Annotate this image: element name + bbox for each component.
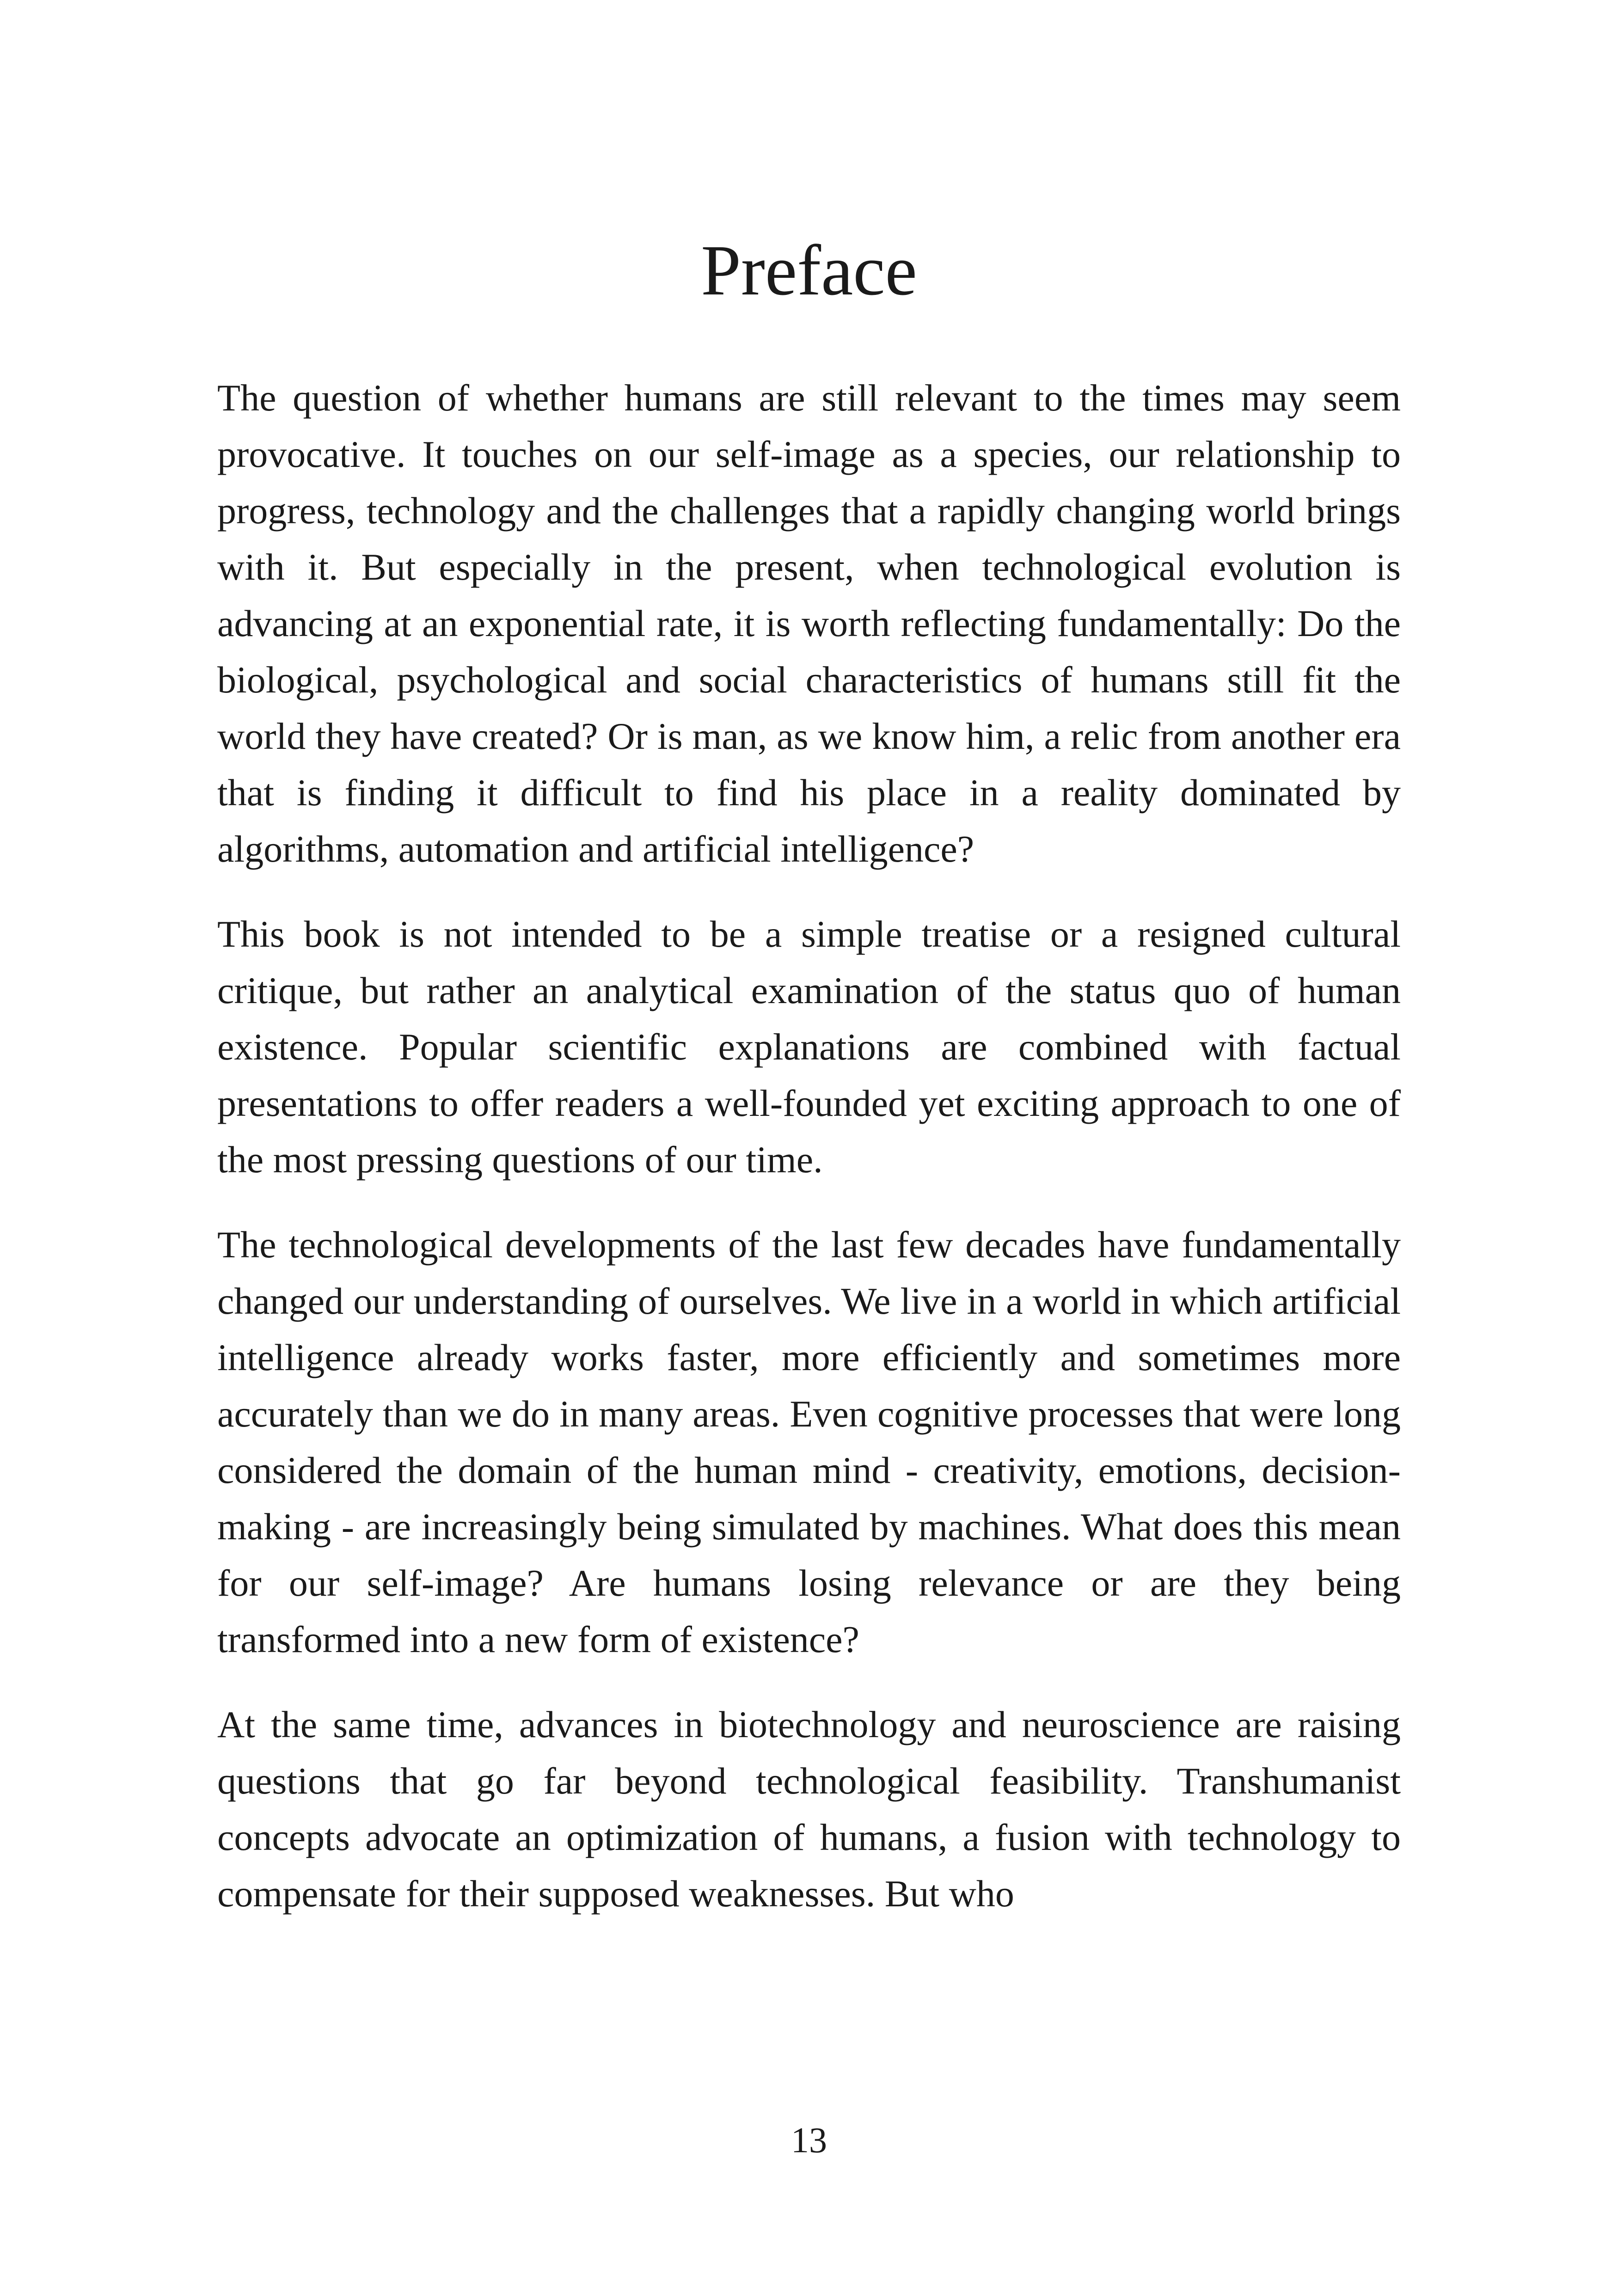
paragraph-1: The question of whether humans are still relevant to the times may seem provocative. It touches on our self-image as a species, our relationship to progress, technology and the challenges that a rapidly changing world brings with it. But especially in the present, when technological evolution is advancing at an exponential rate, it is worth reflecting fundamentally: Do the biological, psychological and social characteristics of humans still fit the world they have created? Or is man, as we know him, a relic from another era that is finding it difficult to find his place in a reality dominated by algorithms, automation and artificial intelligence? xyxy=(217,377,1401,870)
page-title: Preface xyxy=(701,230,917,310)
page-number: 13 xyxy=(791,2120,827,2160)
paragraph-2: This book is not intended to be a simple treatise or a resigned cultural critique, but rather an analytical examination of the status quo of human existence. Popular scientific explanations are combined with factual presentations to offer readers a well-founded yet exciting approach to one of the most pressing questions of our time. xyxy=(217,913,1401,1181)
paragraph-4: At the same time, advances in biotechnology and neuroscience are raising questions that go far beyond technological feasibility. Transhumanist concepts advocate an optimization of humans, a fusion with technology to compensate for their supposed weaknesses. But who xyxy=(217,1703,1401,1915)
body-text xyxy=(217,370,1401,1951)
paragraph-3: The technological developments of the last few decades have fundamentally changed our understanding of ourselves. We live in a world in which artificial intelligence already works faster, more efficiently and sometimes more accurately than we do in many areas. Even cognitive processes that were long considered the domain of the human mind - creativity, emotions, decision-making - are increasingly being simulated by machines. What does this mean for our self-image? Are humans losing relevance or are they being transformed into a new form of existence? xyxy=(217,1224,1401,1660)
